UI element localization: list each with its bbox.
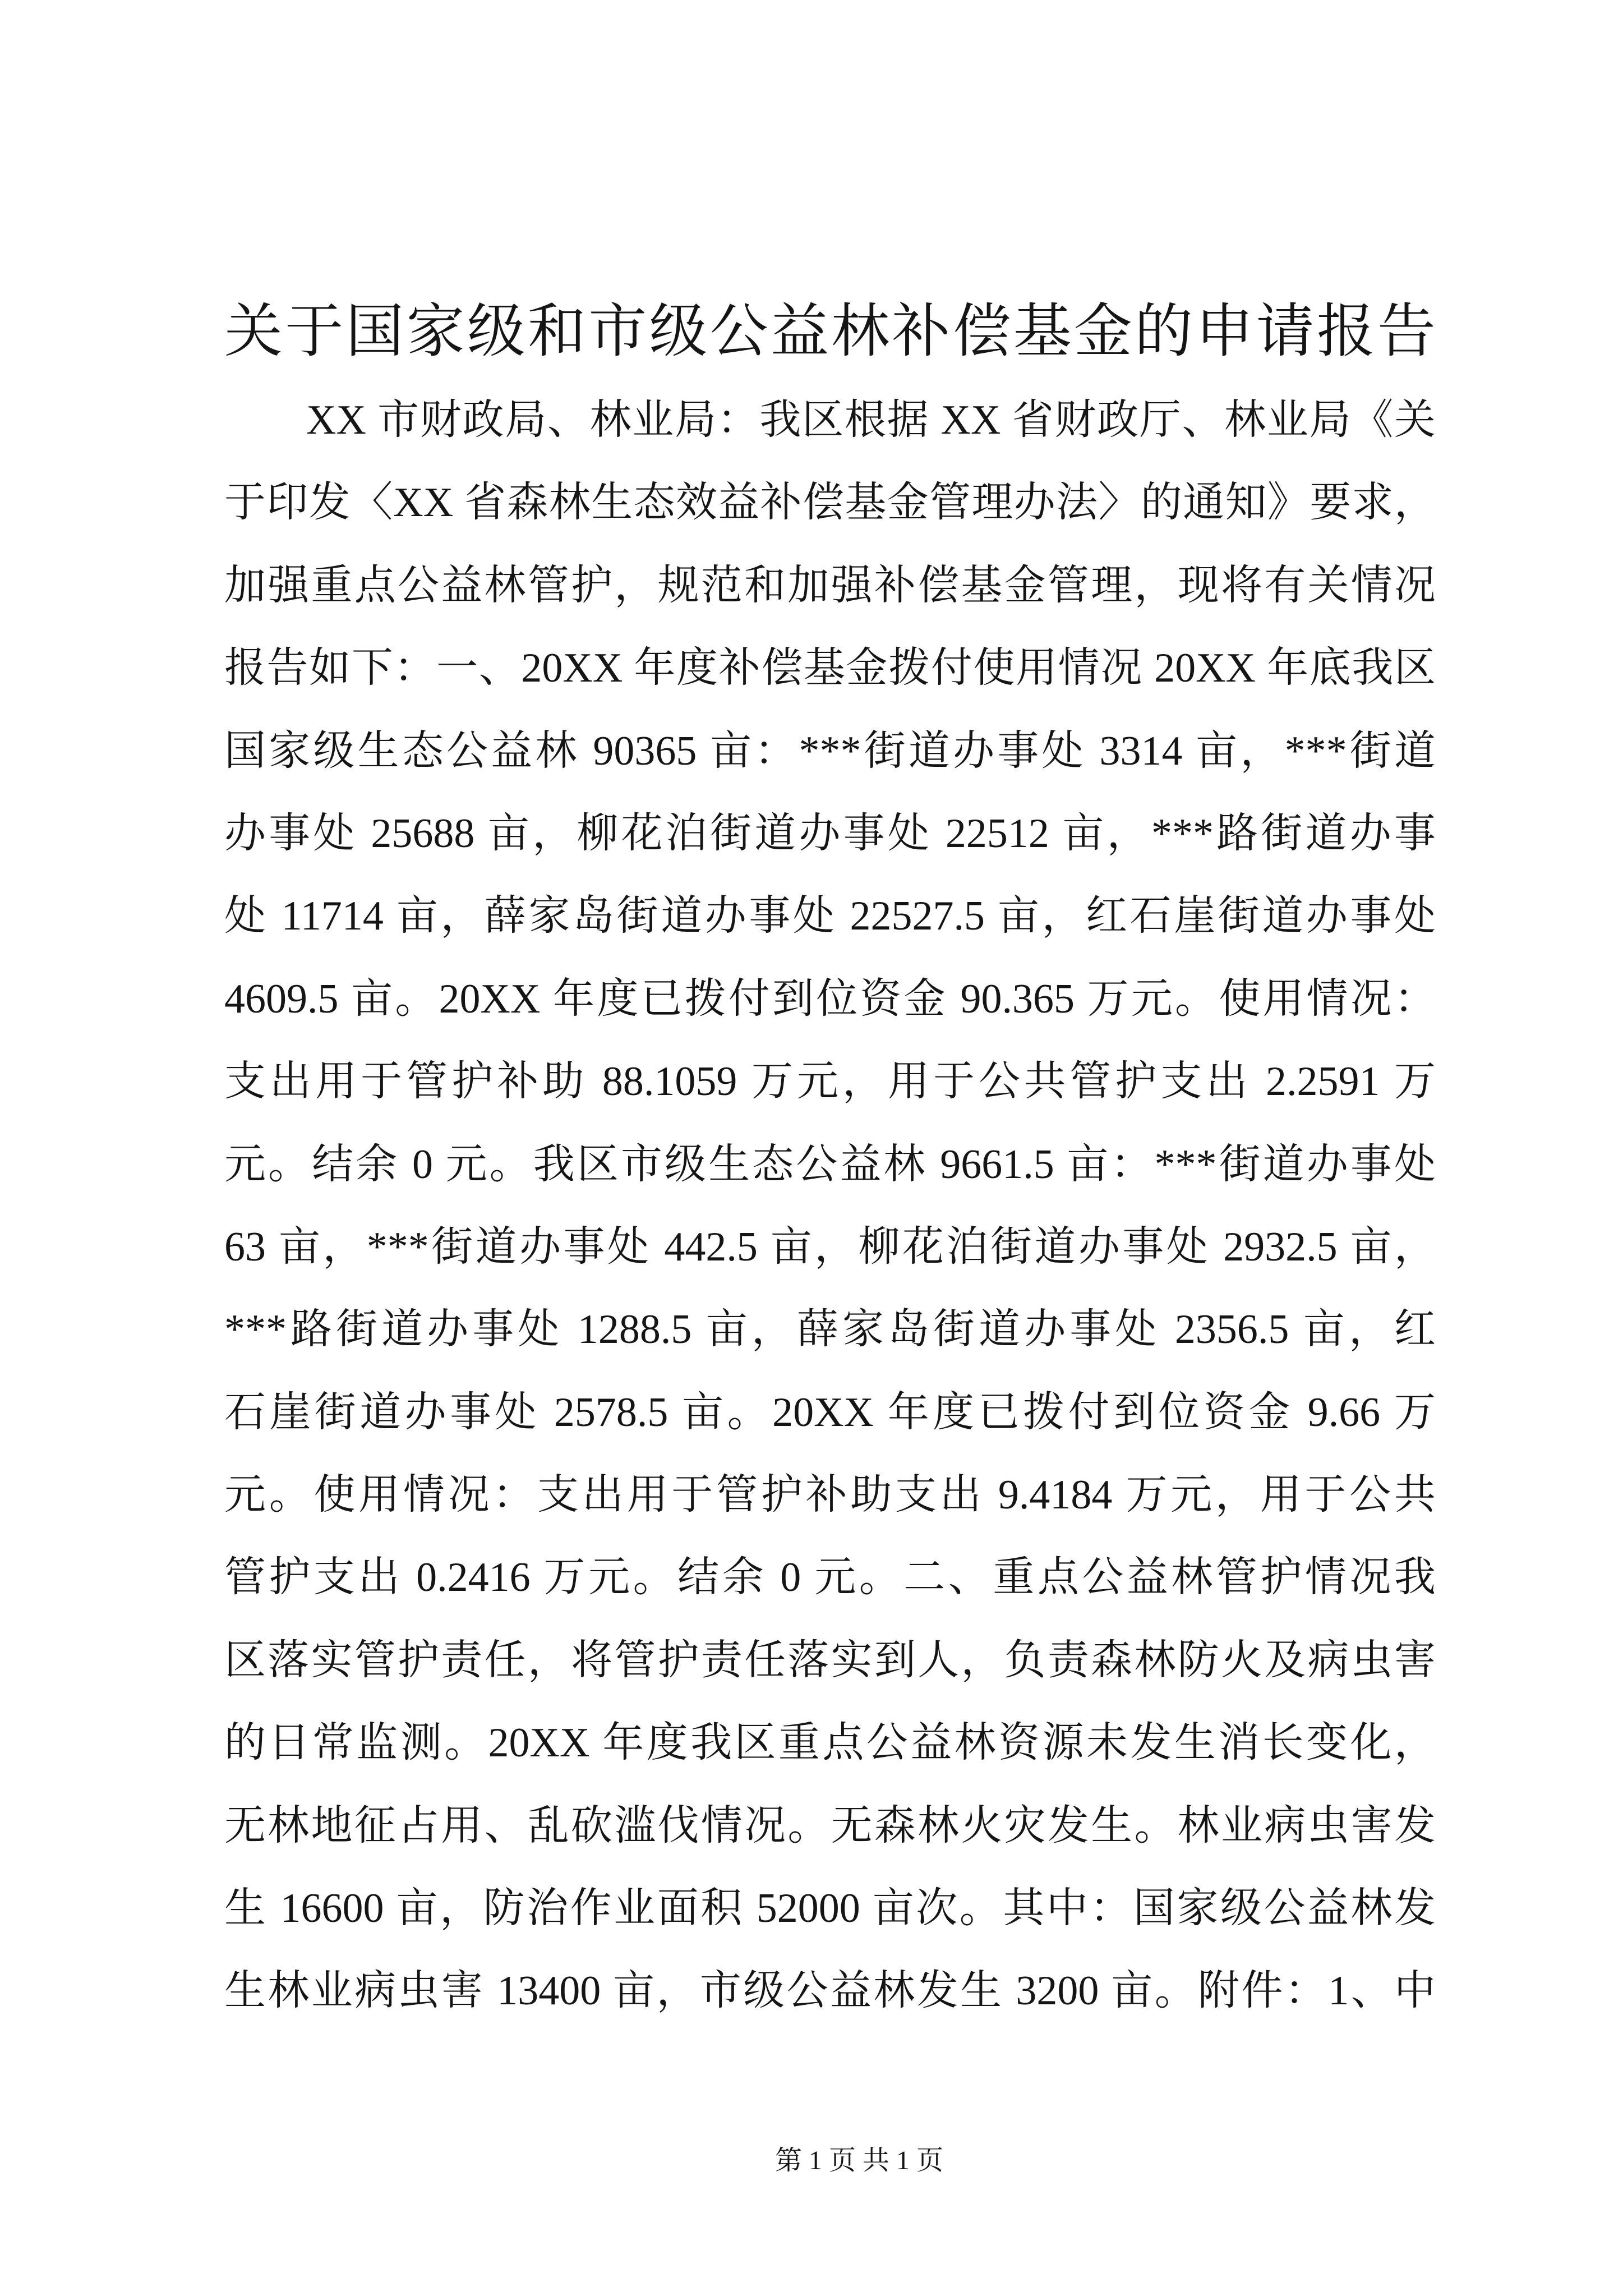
body-line: 的日常监测。20XX 年度我区重点公益林资源未发生消长变化，: [224, 1720, 1436, 1766]
body-line: 管护支出 0.2416 万元。结余 0 元。二、重点公益林管护情况我: [224, 1554, 1436, 1601]
body-line: ***路街道办事处 1288.5 亩，薛家岛街道办事处 2356.5 亩，红: [224, 1306, 1436, 1353]
body-line: 区落实管护责任，将管护责任落实到人，负责森林防火及病虫害: [224, 1637, 1436, 1683]
body-line: 石崖街道办事处 2578.5 亩。20XX 年度已拨付到位资金 9.66 万: [224, 1389, 1436, 1435]
body-line: 生 16600 亩，防治作业面积 52000 亩次。其中：国家级公益林发: [224, 1885, 1436, 1932]
page-number-footer: 第 1 页 共 1 页: [774, 2146, 943, 2175]
body-line: 生林业病虫害 13400 亩，市级公益林发生 3200 亩。附件：1、中: [224, 1968, 1436, 2014]
document-title: 关于国家级和市级公益林补偿基金的申请报告: [224, 300, 1436, 364]
body-line: 国家级生态公益林 90365 亩：***街道办事处 3314 亩，***街道: [224, 728, 1436, 774]
body-line: 63 亩，***街道办事处 442.5 亩，柳花泊街道办事处 2932.5 亩，: [224, 1223, 1436, 1270]
body-line: 支出用于管护补助 88.1059 万元，用于公共管护支出 2.2591 万: [224, 1059, 1436, 1105]
body-line: 无林地征占用、乱砍滥伐情况。无森林火灾发生。林业病虫害发: [224, 1802, 1436, 1849]
body-line: 于印发〈XX 省森林生态效益补偿基金管理办法〉的通知》要求，: [224, 480, 1436, 526]
body-line: XX 市财政局、林业局：我区根据 XX 省财政厅、林业局《关: [306, 397, 1436, 443]
body-line: 4609.5 亩。20XX 年度已拨付到位资金 90.365 万元。使用情况：: [224, 976, 1436, 1022]
document-body: [224, 379, 1436, 2033]
body-line: 加强重点公益林管护，规范和加强补偿基金管理，现将有关情况: [224, 562, 1436, 609]
body-line: 元。使用情况：支出用于管护补助支出 9.4184 万元，用于公共: [224, 1472, 1436, 1519]
body-line: 元。结余 0 元。我区市级生态公益林 9661.5 亩：***街道办事处: [224, 1141, 1436, 1188]
body-line: 报告如下：一、20XX 年度补偿基金拨付使用情况 20XX 年底我区: [224, 645, 1436, 692]
body-line: 处 11714 亩，薛家岛街道办事处 22527.5 亩，红石崖街道办事处: [224, 893, 1436, 940]
body-line: 办事处 25688 亩，柳花泊街道办事处 22512 亩，***路街道办事: [224, 810, 1436, 857]
